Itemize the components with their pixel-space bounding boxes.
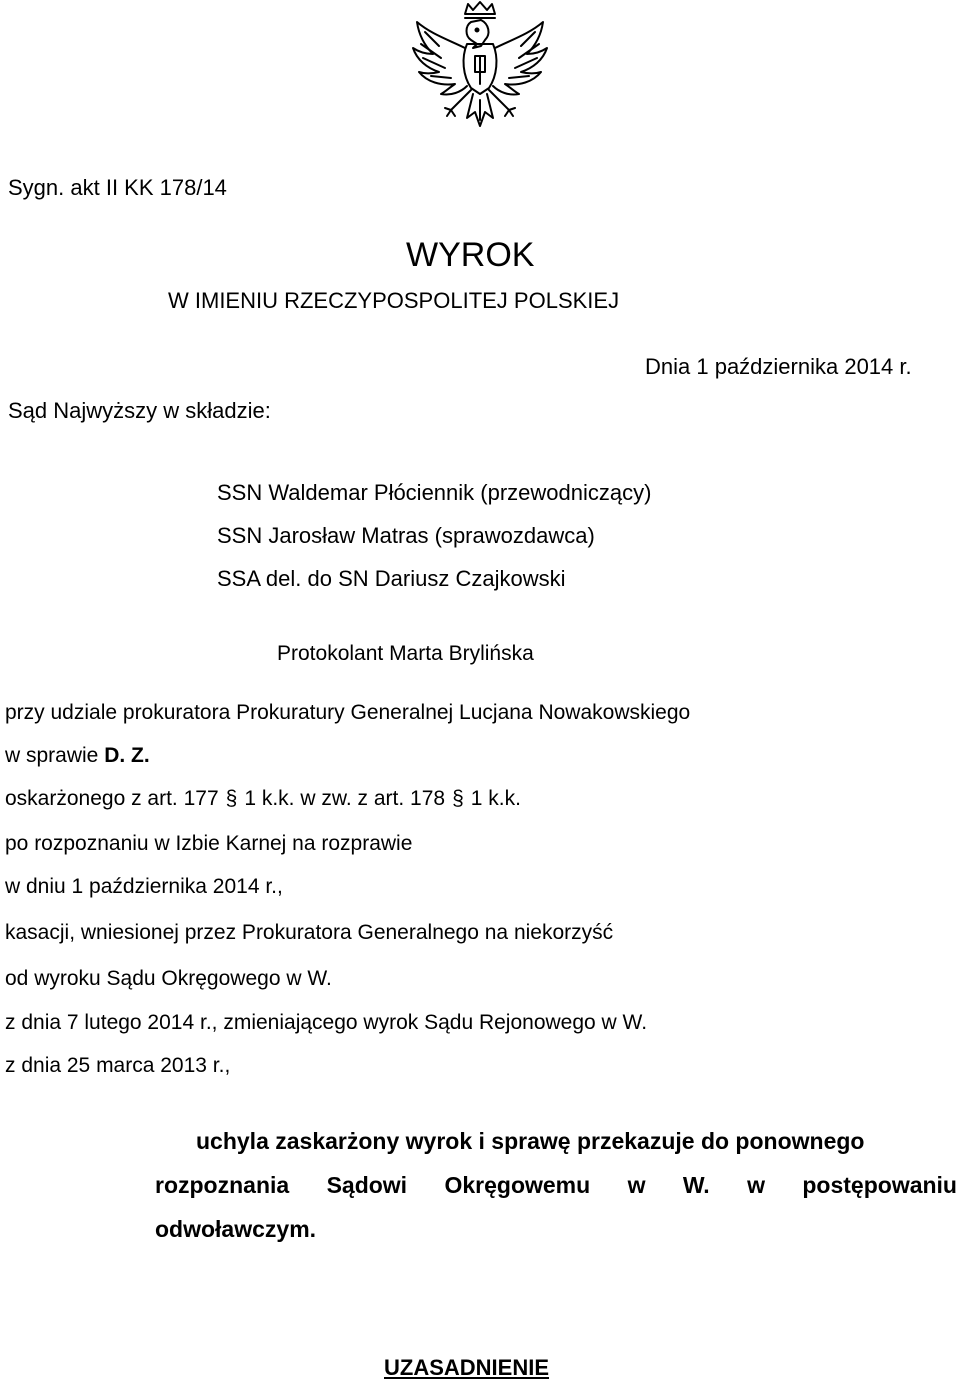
ruling-line-2	[155, 1174, 957, 1197]
appealed-judgment-date-line: z dnia 7 lutego 2014 r., zmieniającego wyrok Sądu Rejonowego w W.	[5, 1011, 648, 1034]
judge-delegated: SSA del. do SN Dariusz Czajkowski	[217, 566, 566, 591]
ruling-line-3: odwoławczym.	[155, 1216, 317, 1242]
ruling-line-1: uchyla zaskarżony wyrok i sprawę przekazuje do ponownego	[196, 1128, 865, 1154]
ruling-word: rozpoznania	[155, 1172, 290, 1198]
section-heading: UZASADNIENIE	[384, 1355, 550, 1380]
prosecutor-line: przy udziale prokuratora Prokuratury Generalnej Lucjana Nowakowskiego	[5, 701, 691, 724]
document-subtitle: W IMIENIU RZECZYPOSPOLITEJ POLSKIEJ	[168, 288, 620, 313]
case-line	[5, 745, 150, 766]
court-clerk: Protokolant Marta Brylińska	[277, 642, 534, 665]
hearing-line: po rozpoznaniu w Izbie Karnej na rozprawie	[5, 832, 413, 855]
first-instance-date-line: z dnia 25 marca 2013 r.,	[5, 1054, 231, 1077]
charge-part-1: oskarżonego z art. 177	[5, 787, 219, 810]
ruling-word: Okręgowemu	[444, 1172, 591, 1198]
judgment-date: Dnia 1 października 2014 r.	[645, 354, 912, 379]
case-prefix: w sprawie	[5, 744, 105, 767]
ruling-word: postępowaniu	[802, 1172, 957, 1198]
paragraph-sign-2: §	[452, 787, 464, 810]
judge-rapporteur: SSN Jarosław Matras (sprawozdawca)	[217, 523, 595, 548]
court-composition-label: Sąd Najwyższy w składzie:	[8, 398, 271, 423]
cassation-line: kasacji, wniesionej przez Prokuratora Generalnego na niekorzyść	[5, 921, 614, 944]
ruling-word: w	[627, 1172, 646, 1198]
polish-eagle-emblem	[405, 0, 555, 138]
ruling-word: Sądowi	[326, 1172, 408, 1198]
paragraph-sign-1: §	[225, 787, 238, 810]
judge-presiding: SSN Waldemar Płóciennik (przewodniczący)	[217, 480, 652, 505]
hearing-date: w dniu 1 października 2014 r.,	[5, 875, 283, 898]
appealed-judgment-line: od wyroku Sądu Okręgowego w W.	[5, 967, 332, 990]
case-name: D. Z.	[104, 744, 150, 767]
case-signature: Sygn. akt II KK 178/14	[8, 175, 227, 200]
ruling-word: W.	[682, 1172, 710, 1198]
charge-part-2: 1 k.k. w zw. z art. 178	[244, 787, 446, 810]
charge-line	[5, 788, 521, 809]
document-title: WYROK	[406, 236, 535, 274]
charge-part-3: 1 k.k.	[470, 787, 521, 810]
ruling-word: w	[747, 1172, 765, 1198]
